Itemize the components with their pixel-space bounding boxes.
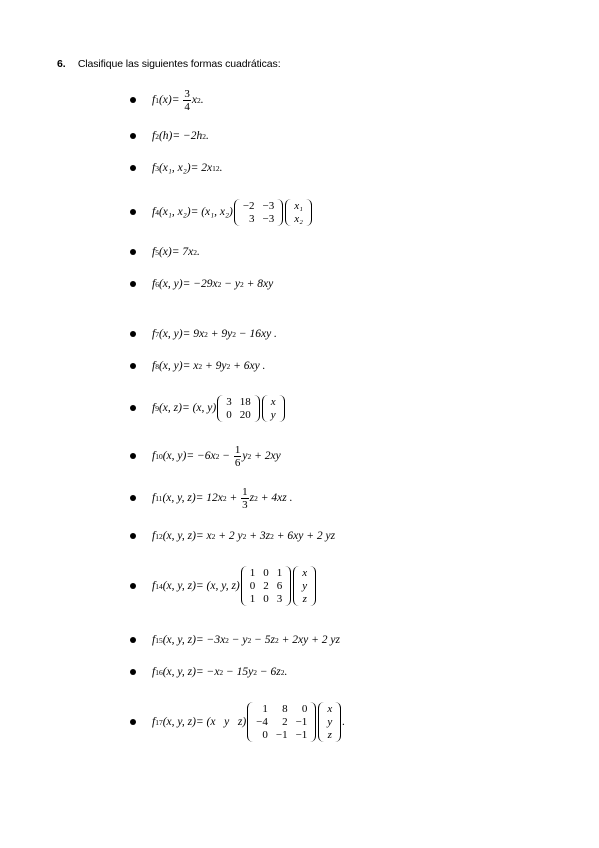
quadratic-form-expression [152,530,335,542]
coefficient-matrix-entry: 0 [226,408,232,421]
quadratic-form-item [130,444,281,468]
coefficient-matrix-entry: −1 [295,729,308,741]
function-arguments: (x₁, x₂) [158,162,191,174]
exponent: 2 [196,95,201,105]
exponent: 2 [253,667,258,677]
expression-text: + 4xz . [257,492,293,504]
function-index: 11 [155,493,163,503]
bullet-icon [130,453,136,459]
exponent: 2 [211,531,216,541]
function-name: f [152,634,156,646]
coefficient-matrix-entry: 20 [239,408,251,421]
quadratic-form-expression [152,360,265,372]
bullet-icon [130,281,136,287]
variable-vector-right-paren [309,566,316,606]
coefficient-matrix-entry: −3 [262,212,275,225]
quadratic-form-item [130,693,345,751]
variable-vector-entry: x₂ [294,212,303,225]
function-name: f [152,328,156,340]
function-name: f [152,580,156,592]
quadratic-form-expression [152,486,293,511]
quadratic-form-expression [152,395,286,422]
quadratic-form-expression [152,162,222,174]
variable-vector [262,395,285,422]
bullet-icon [130,97,136,103]
coefficient-matrix-right-paren [309,702,316,742]
variable-vector-entries [269,395,278,422]
exercise-instruction: Clasifique las siguientes formas cuadráticas: [77,58,281,70]
bullet-icon [130,495,136,501]
expression-text: + 9y [202,360,227,372]
coefficient-matrix-entry: 3 [226,395,232,408]
quadratic-form-expression [152,278,273,290]
quadratic-form-expression [152,444,281,469]
exponent: 2 [226,361,231,371]
coefficient-matrix [234,199,283,226]
coefficient-matrix-entry: −3 [262,199,275,212]
expression-text: . [196,246,200,258]
expression-text: = −x [195,666,220,678]
function-arguments: (x, y, z) [162,634,196,646]
function-index: 9 [155,403,159,413]
expression-text: . [284,666,288,678]
function-index: 16 [155,667,163,677]
coefficient-matrix-entry: 0 [263,567,269,579]
quadratic-form-expression [152,88,204,113]
function-arguments: (x, y, z) [162,666,196,678]
function-name: f [152,278,156,290]
expression-text: = 7x [171,246,194,258]
expression-text: − 5z [251,634,276,646]
fraction [241,486,249,511]
function-index: 14 [155,581,163,591]
expression-text: x [191,94,197,106]
variable-vector-entries [292,199,305,226]
bullet-icon [130,331,136,337]
function-arguments: (x, y, z) [162,580,196,592]
quadratic-form-expression [152,566,317,606]
expression-text: = (x, y, z) [195,580,240,592]
quadratic-form-item [130,88,204,112]
variable-vector [285,199,312,226]
quadratic-form-expression [152,246,200,258]
bullet-icon [130,669,136,675]
function-arguments: (x, z) [158,402,182,414]
coefficient-matrix-entry: 0 [262,729,268,741]
coefficient-matrix-entry: 2 [263,580,269,592]
coefficient-matrix-right-paren [284,566,291,606]
fraction-denominator: 3 [242,498,248,511]
expression-text: + 2xy [251,450,281,462]
quadratic-form-item [130,628,340,652]
exponent: 2 [239,279,244,289]
quadratic-form-expression [152,702,345,742]
quadratic-form-item [130,486,293,510]
variable-vector-entry: x₁ [294,199,303,212]
bullet-icon [130,133,136,139]
variable-vector-entry: y [327,716,333,728]
fraction-numerator: 3 [184,87,190,100]
expression-text: + 3z [246,530,271,542]
variable-vector-entry: y [302,580,308,592]
variable-vector-left-paren [262,395,269,422]
expression-text: . [200,94,204,106]
bullet-icon [130,405,136,411]
exponent: 2 [232,329,236,339]
function-index: 1 [155,95,159,105]
function-name: f [152,666,156,678]
expression-text: = −3x [195,634,226,646]
bullet-icon [130,719,136,725]
variable-vector-left-paren [293,566,300,606]
exponent: 2 [215,451,220,461]
exponent: 2 [198,361,203,371]
expression-text: = −29x [182,278,218,290]
variable-vector-entry: y [270,408,276,421]
expression-text: + 6xy + 2 yz [273,530,336,542]
exponent: 2 [225,635,229,645]
function-index: 5 [155,247,159,257]
exponent: 2 [247,635,252,645]
bullet-icon [130,249,136,255]
coefficient-matrix-right-paren [276,199,283,226]
variable-vector-entries [325,702,334,742]
bullet-icon [130,533,136,539]
exponent: 2 [202,131,207,141]
function-index: 12 [155,531,163,541]
function-name: f [152,162,156,174]
function-arguments: (x, y) [158,328,183,340]
function-index: 6 [155,279,159,289]
fraction-numerator: 1 [234,443,241,456]
coefficient-matrix-entry: −4 [256,716,268,728]
expression-text: = 2x [190,162,213,174]
coefficient-matrix-entry: −1 [275,729,288,741]
function-name: f [152,530,156,542]
expression-text: + 9y [207,328,233,340]
function-index: 17 [155,717,163,727]
expression-text: − y [221,278,240,290]
coefficient-matrix-left-paren [247,702,254,742]
coefficient-matrix-entry: 2 [282,716,288,728]
quadratic-form-item [130,191,313,233]
function-name: f [152,206,156,218]
fraction-numerator: 1 [242,485,248,498]
function-name: f [152,450,156,462]
function-arguments: (x, y, z) [162,530,196,542]
quadratic-form-item [130,240,200,264]
coefficient-matrix-entry: 1 [262,703,268,715]
quadratic-form-item [130,354,265,378]
exponent: 2 [247,451,252,461]
function-index: 2 [155,131,159,141]
fraction-denominator: 4 [184,100,190,113]
coefficient-matrix-entries [224,395,253,422]
coefficient-matrix-entry: 0 [263,593,269,605]
expression-text: − 15y [223,666,254,678]
function-name: f [152,246,156,258]
coefficient-matrix-entry: 8 [282,703,288,715]
subscript: 1 [212,163,216,173]
expression-text: − 6z [257,666,281,678]
function-arguments: (h) [158,130,173,142]
exercise-heading [57,58,281,70]
coefficient-matrix-left-paren [241,566,248,606]
coefficient-matrix-left-paren [217,395,224,422]
exponent: 2 [275,635,279,645]
exponent: 2 [219,667,224,677]
expression-text: = (x₁, x₂) [190,206,233,218]
function-name: f [152,130,156,142]
bullet-icon [130,583,136,589]
expression-text: = [171,94,183,106]
expression-text: = x [182,360,199,372]
fraction-denominator: 6 [234,456,241,469]
function-index: 10 [155,451,163,461]
quadratic-form-expression [152,130,209,142]
coefficient-matrix-entries [248,566,285,606]
exercise-number: 6. [57,58,66,70]
exponent: 2 [193,247,197,257]
expression-text: = −2h [172,130,203,142]
bullet-icon [130,209,136,215]
variable-vector-entry: z [327,729,332,741]
coefficient-matrix [217,395,260,422]
fraction [183,88,191,113]
function-index: 4 [155,207,159,217]
variable-vector [293,566,316,606]
quadratic-form-item [130,322,277,346]
coefficient-matrix-entries [241,199,276,226]
variable-vector-right-paren [334,702,341,742]
coefficient-matrix-entry: 1 [249,567,256,579]
variable-vector [318,702,341,742]
function-arguments: (x, y) [158,278,183,290]
expression-text: y [242,450,248,462]
bullet-icon [130,165,136,171]
function-arguments: (x, y, z) [162,716,196,728]
expression-text: = (x, y) [181,402,217,414]
bullet-icon [130,637,136,643]
expression-text: + 6xy . [230,360,266,372]
coefficient-matrix-entries [254,702,309,742]
expression-text: − 16xy . [235,328,277,340]
fraction [234,444,242,469]
variable-vector-entry: z [302,593,307,605]
expression-text: z [249,492,255,504]
variable-vector-entry: x [327,703,333,715]
coefficient-matrix-entry: 1 [249,593,256,605]
function-index: 3 [155,163,159,173]
quadratic-form-item [130,124,209,148]
coefficient-matrix-entry: 3 [249,212,255,225]
function-name: f [152,360,156,372]
coefficient-matrix-entry: 1 [276,567,283,579]
exponent: 2 [280,667,285,677]
expression-text: − [219,450,233,462]
function-name: f [152,94,156,106]
coefficient-matrix [247,702,316,742]
quadratic-form-expression [152,199,313,226]
variable-vector-right-paren [305,199,312,226]
exponent: 2 [270,531,274,541]
quadratic-form-item [130,272,273,296]
function-index: 7 [155,329,159,339]
function-name: f [152,402,156,414]
function-arguments: (x, y) [158,360,183,372]
coefficient-matrix-entry: 6 [276,580,283,592]
expression-text: + 8xy [243,278,274,290]
expression-text: − y [228,634,248,646]
exponent: 2 [204,329,208,339]
expression-text: = −6x [186,450,216,462]
function-arguments: (x₁, x₂) [158,206,191,218]
coefficient-matrix-right-paren [253,395,260,422]
expression-text: . [342,716,346,728]
variable-vector-left-paren [285,199,292,226]
expression-text: . [206,130,209,142]
exponent: 2 [222,493,227,503]
variable-vector-right-paren [278,395,285,422]
quadratic-form-expression [152,634,340,646]
expression-text: + 2 y [215,530,243,542]
quadratic-form-item [130,660,287,684]
function-arguments: (x, y) [162,450,187,462]
exponent: 2 [242,531,247,541]
quadratic-form-item [130,557,317,615]
expression-text: . [219,162,223,174]
quadratic-form-item [130,524,335,548]
expression-text: + [226,492,241,504]
expression-text: = x [195,530,212,542]
function-arguments: (x) [158,94,172,106]
exponent: 2 [254,493,258,503]
quadratic-form-expression [152,666,287,678]
expression-text: = 9x [182,328,205,340]
coefficient-matrix-entry: 0 [249,580,256,592]
variable-vector-entries [300,566,309,606]
function-name: f [152,716,156,728]
exponent: 2 [217,279,222,289]
function-name: f [152,492,156,504]
function-arguments: (x, y, z) [162,492,196,504]
coefficient-matrix-entry: 18 [239,395,251,408]
coefficient-matrix-left-paren [234,199,241,226]
coefficient-matrix-entry: 3 [276,593,283,605]
variable-vector-entry: x [302,567,308,579]
bullet-icon [130,363,136,369]
coefficient-matrix-entry: −1 [295,716,308,728]
function-arguments: (x) [158,246,172,258]
expression-text: = (x y z) [195,716,247,728]
function-index: 8 [155,361,159,371]
expression-text: = 12x [195,492,223,504]
variable-vector-entry: x [270,395,276,408]
variable-vector-left-paren [318,702,325,742]
quadratic-form-item [130,387,286,429]
coefficient-matrix-entry: 0 [301,703,308,715]
quadratic-form-expression [152,328,277,340]
coefficient-matrix [241,566,292,606]
exponent: 2 [215,163,220,173]
coefficient-matrix-entry: −2 [242,199,255,212]
expression-text: + 2xy + 2 yz [278,634,340,646]
quadratic-form-item [130,156,222,180]
function-index: 15 [155,635,163,645]
